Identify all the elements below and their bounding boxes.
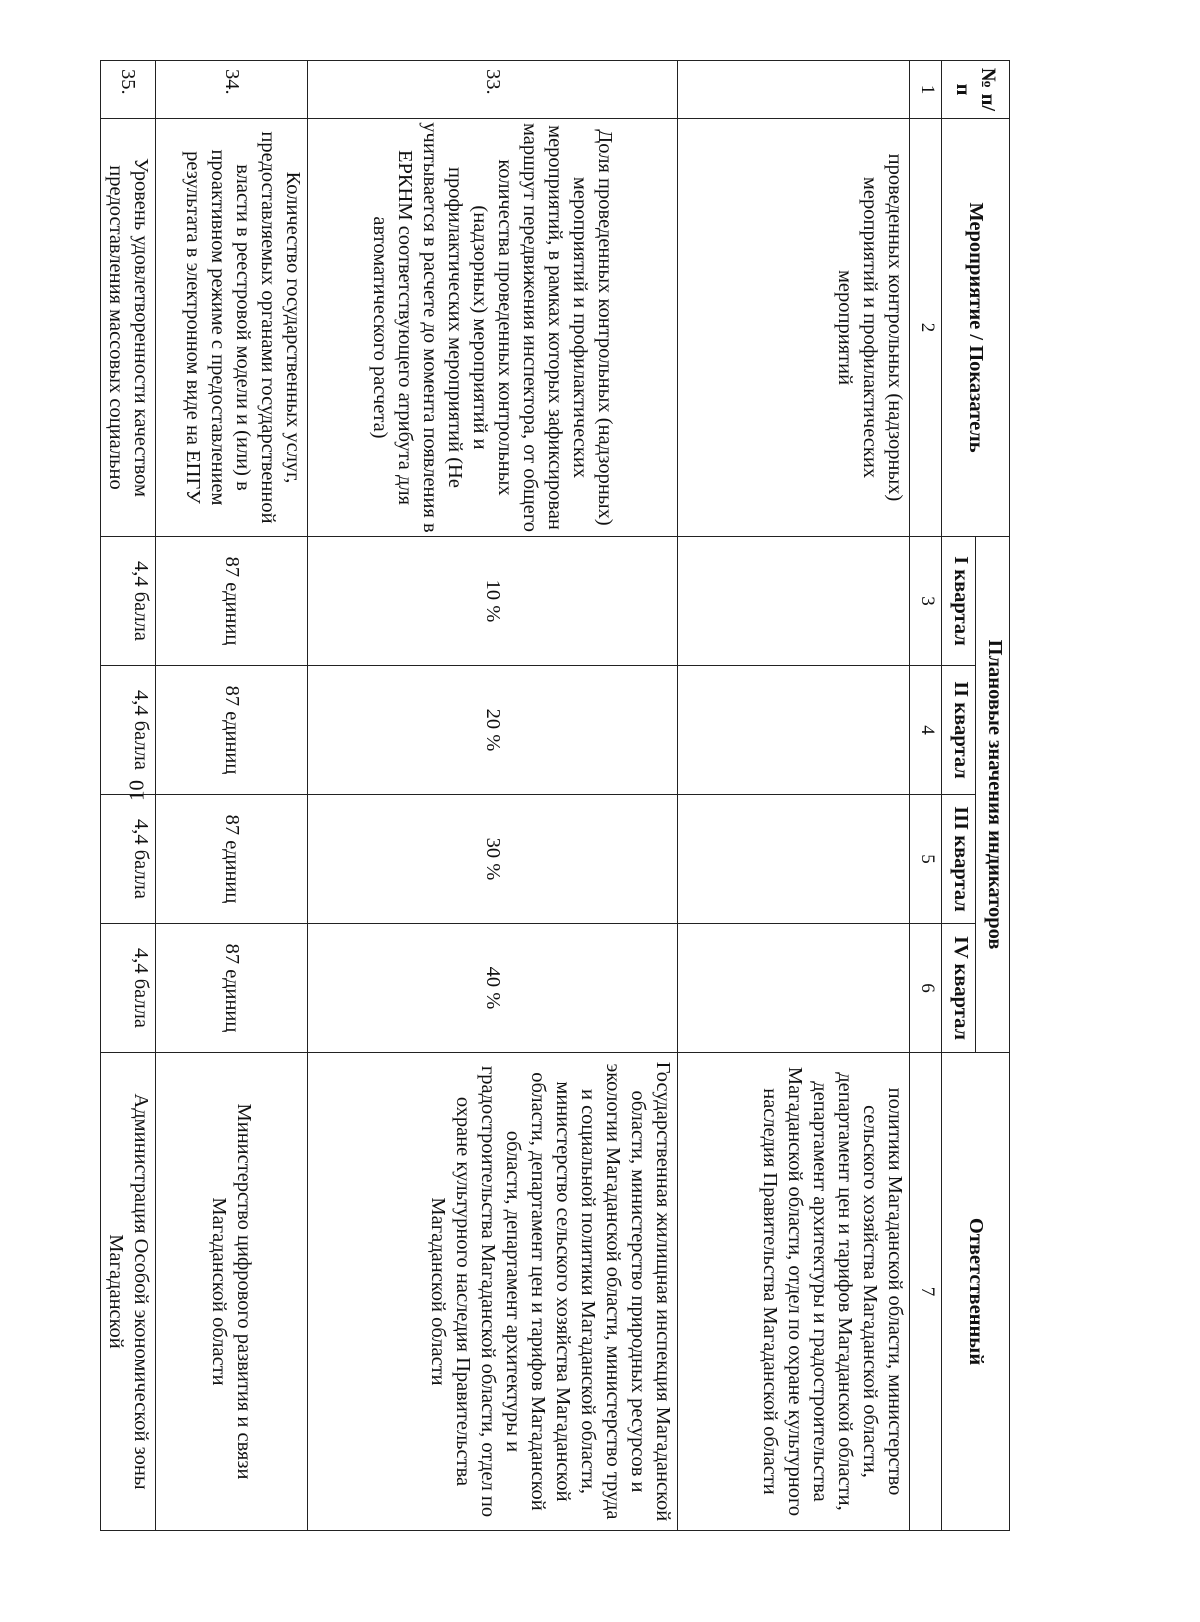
column-number: 5 [910,795,942,924]
row-event: проведенных контрольных (надзорных) мероприятий и профилактических мероприятий [678,119,910,537]
header-planned: Плановые значения индикаторов [976,537,1010,1053]
row-q4: 4,4 балла [101,924,156,1053]
rotated-table-container [105,60,1010,1530]
table-row [308,61,678,1531]
table-row [156,61,308,1531]
column-number-row [910,61,942,1531]
row-q2 [678,666,910,795]
row-q4 [678,924,910,1053]
header-num: № п/п [942,61,1010,119]
table-row [678,61,910,1531]
page-number: 10 [124,780,149,801]
table-row [101,61,156,1531]
column-number: 6 [910,924,942,1053]
row-q3: 87 единиц [156,795,308,924]
column-number: 2 [910,119,942,537]
row-q3: 4,4 балла [101,795,156,924]
row-number: 35. [101,61,156,119]
header-responsible: Ответственный [942,1053,1010,1531]
row-q1: 10 % [308,537,678,666]
row-number: 33. [308,61,678,119]
row-q2: 4,4 балла [101,666,156,795]
header-q4: IV квартал [942,924,976,1053]
row-q2: 87 единиц [156,666,308,795]
row-q3: 30 % [308,795,678,924]
row-q3 [678,795,910,924]
column-number: 3 [910,537,942,666]
row-event: Количество государственных услуг, предоставляемых органами государственной власти в реестровой модели и (или) в проактивном режиме с предоставлением результата в электронном виде на ЕПГУ [156,119,308,537]
row-event: Уровень удовлетворенности качеством предоставления массовых социально [101,119,156,537]
header-row-top [976,61,1010,1531]
plan-table [100,60,1010,1531]
row-q1: 87 единиц [156,537,308,666]
header-q3: III квартал [942,795,976,924]
row-responsible: политики Магаданской области, министерство сельского хозяйства Магаданской области, департамент цен и тарифов Магаданской области, департамент архитектуры и градостроительства Магаданской области, отдел по охране культурного наследия Правительства Магаданской области [678,1053,910,1531]
row-responsible: Министерство цифрового развития и связи Магаданской области [156,1053,308,1531]
header-q1: I квартал [942,537,976,666]
row-q1: 4,4 балла [101,537,156,666]
row-q4: 87 единиц [156,924,308,1053]
header-q2: II квартал [942,666,976,795]
header-event: Мероприятие / Показатель [942,119,1010,537]
column-number: 4 [910,666,942,795]
row-number [678,61,910,119]
column-number: 7 [910,1053,942,1531]
row-number: 34. [156,61,308,119]
row-q4: 40 % [308,924,678,1053]
row-responsible: Государственная жилищная инспекция Магаданской области, министерство природных ресурсов и экологии Магаданской области, министерство труда и социальной политики Магаданской области, министерство сельского хозяйства Магаданской области, департамент цен и тарифов Магаданской области, департамент архитектуры и градостроительства Магаданской области, отдел по охране культурного наследия Правительства Магаданской области [308,1053,678,1531]
row-event: Доля проведенных контрольных (надзорных) мероприятий и профилактических мероприятий, в рамках которых зафиксирован маршрут передвижения инспектора, от общего количества проведенных контрольных (надзорных) мероприятий и профилактических мероприятий (Не учитывается в расчете до момента появления в ЕРКНМ соответствующего атрибута для автоматического расчета) [308,119,678,537]
row-q1 [678,537,910,666]
row-responsible: Администрация Особой экономической зоны Магаданской [101,1053,156,1531]
column-number: 1 [910,61,942,119]
row-q2: 20 % [308,666,678,795]
